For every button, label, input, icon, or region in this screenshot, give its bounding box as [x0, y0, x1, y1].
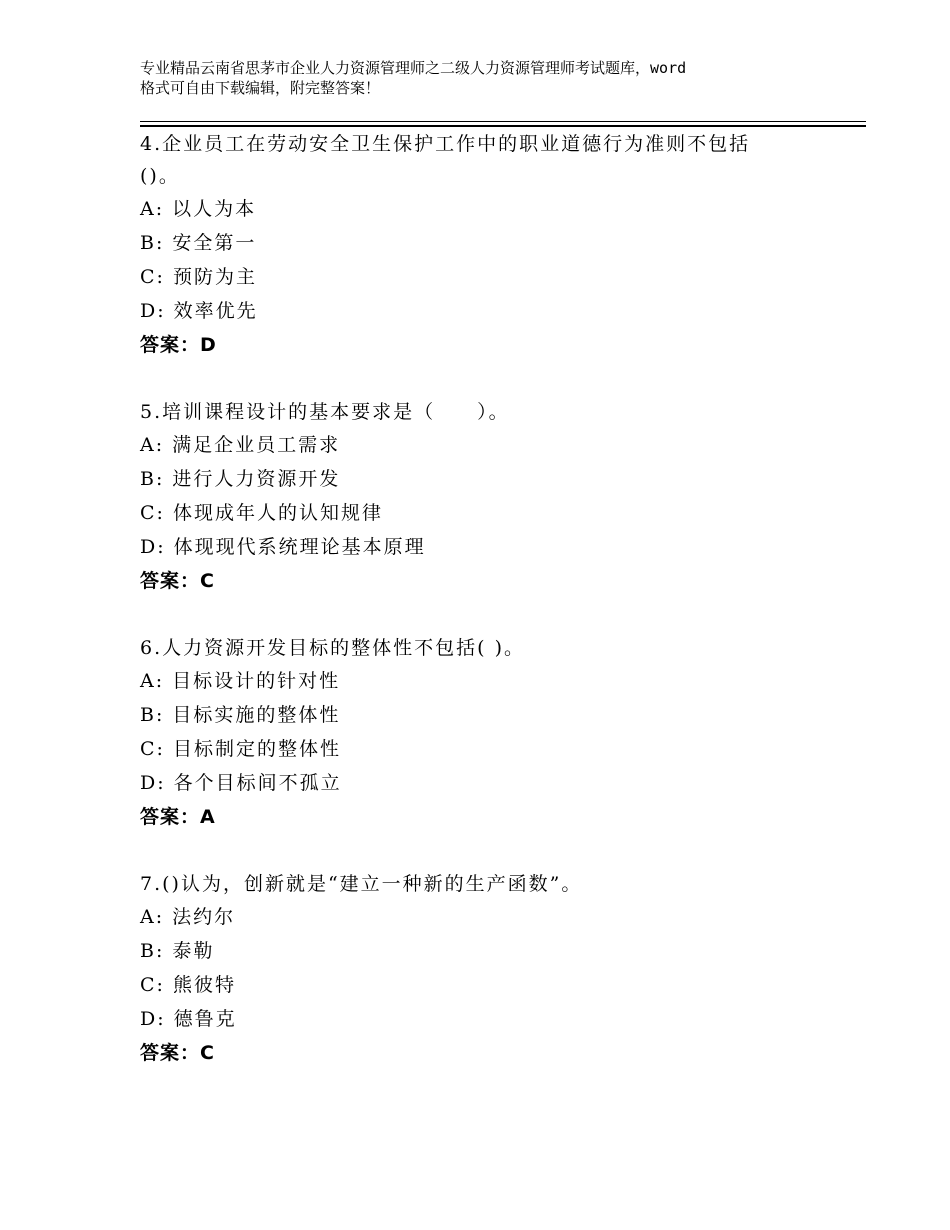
question-stem-continued: ()。 — [140, 165, 180, 187]
option-a: A: 目标设计的针对性 — [140, 670, 341, 692]
question-stem: 6.人力资源开发目标的整体性不包括( )。 — [140, 637, 525, 659]
option-d: D: 效率优先 — [140, 300, 258, 322]
option-c: C: 目标制定的整体性 — [140, 738, 341, 760]
answer-line: 答案：D — [140, 334, 217, 356]
option-c: C: 体现成年人的认知规律 — [140, 502, 383, 524]
question-stem: 5.培训课程设计的基本要求是（ ）。 — [140, 401, 510, 423]
option-d: D: 德鲁克 — [140, 1008, 237, 1030]
option-c: C: 熊彼特 — [140, 974, 236, 996]
option-a: A: 满足企业员工需求 — [140, 434, 341, 456]
answer-line: 答案：A — [140, 806, 216, 828]
option-b: B: 进行人力资源开发 — [140, 468, 341, 490]
header-line-1: 专业精品云南省思茅市企业人力资源管理师之二级人力资源管理师考试题库，word — [140, 59, 687, 77]
header-rule-thin — [140, 121, 866, 122]
question-stem: 7.()认为，创新就是“建立一种新的生产函数”。 — [140, 873, 583, 895]
option-d: D: 各个目标间不孤立 — [140, 772, 342, 794]
option-a: A: 法约尔 — [140, 906, 236, 928]
option-b: B: 泰勒 — [140, 940, 215, 962]
document-header — [140, 58, 840, 98]
question-stem: 4.企业员工在劳动安全卫生保护工作中的职业道德行为准则不包括 — [140, 133, 751, 155]
option-a: A: 以人为本 — [140, 198, 257, 220]
header-line-2: 格式可自由下载编辑，附完整答案！ — [140, 79, 381, 97]
option-c: C: 预防为主 — [140, 266, 257, 288]
option-d: D: 体现现代系统理论基本原理 — [140, 536, 426, 558]
question-4 — [140, 128, 820, 362]
header-rule-thick — [140, 125, 866, 127]
answer-line: 答案：C — [140, 570, 215, 592]
question-7 — [140, 868, 820, 1070]
question-6 — [140, 632, 820, 834]
answer-line: 答案：C — [140, 1042, 215, 1064]
option-b: B: 目标实施的整体性 — [140, 704, 341, 726]
question-5 — [140, 396, 820, 598]
question-list — [140, 128, 820, 1104]
option-b: B: 安全第一 — [140, 232, 257, 254]
